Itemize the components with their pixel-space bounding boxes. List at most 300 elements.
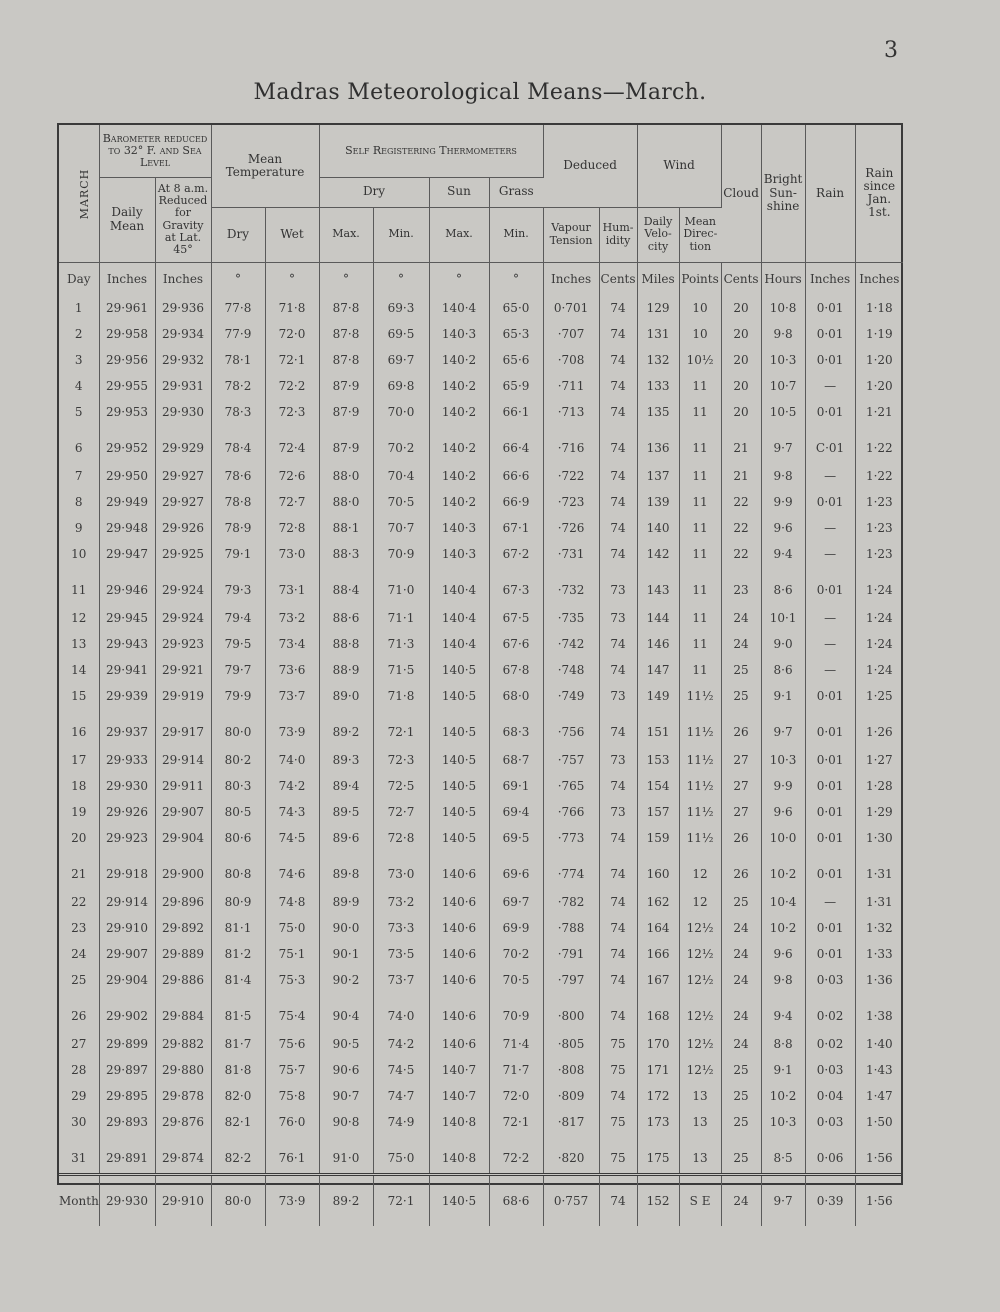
value-cell: ·726 <box>543 515 599 541</box>
day-cell: 6 <box>59 425 99 463</box>
value-cell: 13 <box>679 1109 721 1135</box>
value-cell: 71·8 <box>373 683 429 709</box>
value-cell: 29·931 <box>155 373 211 399</box>
value-cell: 29·930 <box>155 399 211 425</box>
value-cell: 75 <box>599 1109 637 1135</box>
value-cell: 132 <box>637 347 679 373</box>
value-cell: 73 <box>599 799 637 825</box>
value-cell: 140·6 <box>429 915 489 941</box>
value-cell: 88·1 <box>319 515 373 541</box>
value-cell: 12 <box>679 851 721 889</box>
value-cell: 29·924 <box>155 567 211 605</box>
value-cell: 75·7 <box>265 1057 319 1083</box>
value-cell: 29·926 <box>99 799 155 825</box>
value-cell: 67·2 <box>489 541 543 567</box>
value-cell: 74 <box>599 463 637 489</box>
value-cell: 74 <box>599 373 637 399</box>
value-cell: 73·6 <box>265 657 319 683</box>
value-cell: 8·6 <box>761 567 805 605</box>
value-cell: 11 <box>679 657 721 683</box>
value-cell: 25 <box>721 1083 761 1109</box>
table-row <box>59 347 903 373</box>
value-cell: 89·4 <box>319 773 373 799</box>
value-cell: Inches <box>155 262 211 295</box>
value-cell: 79·1 <box>211 541 265 567</box>
day-cell: 23 <box>59 915 99 941</box>
value-cell: ·711 <box>543 373 599 399</box>
value-cell: 73·0 <box>373 851 429 889</box>
value-cell: 24 <box>721 1174 761 1226</box>
value-cell: ·707 <box>543 321 599 347</box>
day-cell: 19 <box>59 799 99 825</box>
value-cell: 67·5 <box>489 605 543 631</box>
value-cell: 81·4 <box>211 967 265 993</box>
value-cell: 77·9 <box>211 321 265 347</box>
value-cell: 81·2 <box>211 941 265 967</box>
table-row <box>59 605 903 631</box>
value-cell: 89·2 <box>319 709 373 747</box>
value-cell: 79·5 <box>211 631 265 657</box>
value-cell: ° <box>429 262 489 295</box>
value-cell: 75·0 <box>373 1135 429 1175</box>
value-cell: 159 <box>637 825 679 851</box>
table-row <box>59 941 903 967</box>
value-cell: 72·8 <box>373 825 429 851</box>
table-row <box>59 399 903 425</box>
value-cell: 68·0 <box>489 683 543 709</box>
value-cell: 0·04 <box>805 1083 855 1109</box>
value-cell: 73·7 <box>265 683 319 709</box>
value-cell: 69·7 <box>489 889 543 915</box>
value-cell: 23 <box>721 567 761 605</box>
value-cell: 69·3 <box>373 295 429 321</box>
value-cell: 82·0 <box>211 1083 265 1109</box>
value-cell: 10·2 <box>761 915 805 941</box>
value-cell: 29·895 <box>99 1083 155 1109</box>
value-cell: 29·923 <box>99 825 155 851</box>
value-cell: 29·904 <box>155 825 211 851</box>
value-cell: 74·9 <box>373 1109 429 1135</box>
table-body <box>59 262 903 1226</box>
value-cell: 11½ <box>679 683 721 709</box>
value-cell: 74·0 <box>265 747 319 773</box>
table-row <box>59 799 903 825</box>
value-cell: 80·5 <box>211 799 265 825</box>
value-cell: 9·8 <box>761 321 805 347</box>
value-cell: 10·3 <box>761 747 805 773</box>
value-cell: Cents <box>599 262 637 295</box>
value-cell: 74 <box>599 631 637 657</box>
table-row <box>59 747 903 773</box>
value-cell: 140·7 <box>429 1083 489 1109</box>
value-cell: 0·03 <box>805 1057 855 1083</box>
value-cell: 9·7 <box>761 709 805 747</box>
header-self-registering: Self Registering Thermometers <box>319 125 543 177</box>
value-cell: 1·24 <box>865 582 893 597</box>
value-cell: 29·925 <box>155 541 211 567</box>
value-cell: 29·923 <box>155 631 211 657</box>
value-cell: 1·23 <box>865 494 893 509</box>
value-cell: 26 <box>721 825 761 851</box>
header-grass: Grass <box>489 177 543 207</box>
value-cell: 1·56 <box>865 1150 893 1165</box>
value-cell: 170 <box>637 1031 679 1057</box>
value-cell: 12 <box>679 889 721 915</box>
table-row <box>59 1057 903 1083</box>
value-cell: 89·6 <box>319 825 373 851</box>
value-cell: 29·897 <box>99 1057 155 1083</box>
value-cell: 29·919 <box>155 683 211 709</box>
value-cell: 69·1 <box>489 773 543 799</box>
value-cell: — <box>805 515 855 541</box>
value-cell: 1·24 <box>865 610 893 625</box>
value-cell: 75·6 <box>265 1031 319 1057</box>
value-cell: 88·6 <box>319 605 373 631</box>
page-title: Madras Meteorological Means—March. <box>253 80 707 105</box>
header-wet: Wet <box>265 207 319 262</box>
value-cell: 88·9 <box>319 657 373 683</box>
value-cell: 140·5 <box>429 825 489 851</box>
value-cell: 29·902 <box>99 993 155 1031</box>
value-cell: 12½ <box>679 1057 721 1083</box>
value-cell: Inches <box>543 262 599 295</box>
value-cell: 140·3 <box>429 515 489 541</box>
value-cell: 8·5 <box>761 1135 805 1175</box>
value-cell: 71·8 <box>265 295 319 321</box>
value-cell: 11 <box>679 541 721 567</box>
value-cell: 11 <box>679 605 721 631</box>
value-cell: 0·01 <box>805 773 855 799</box>
value-cell: 147 <box>637 657 679 683</box>
value-cell: 71·0 <box>373 567 429 605</box>
value-cell: 74·5 <box>265 825 319 851</box>
value-cell: 9·9 <box>761 489 805 515</box>
value-cell: 24 <box>721 631 761 657</box>
value-cell: 73·3 <box>373 915 429 941</box>
value-cell: 10·3 <box>761 1109 805 1135</box>
value-cell: 0·01 <box>805 347 855 373</box>
value-cell: 69·5 <box>373 321 429 347</box>
value-cell: 140·5 <box>429 709 489 747</box>
header-vapour-tension: Vapour Tension <box>543 207 599 262</box>
value-cell: 72·3 <box>373 747 429 773</box>
value-cell: 29·947 <box>99 541 155 567</box>
value-cell: 10·0 <box>761 825 805 851</box>
value-cell: 80·8 <box>211 851 265 889</box>
value-cell: 29·917 <box>155 709 211 747</box>
day-cell: 12 <box>59 605 99 631</box>
value-cell: 78·2 <box>211 373 265 399</box>
value-cell: 75·3 <box>265 967 319 993</box>
value-cell: 89·3 <box>319 747 373 773</box>
value-cell: 167 <box>637 967 679 993</box>
value-cell: 73·2 <box>265 605 319 631</box>
value-cell: 11 <box>679 567 721 605</box>
value-cell: 140·6 <box>429 941 489 967</box>
value-cell: 1·50 <box>865 1114 893 1129</box>
value-cell: 74 <box>599 489 637 515</box>
value-cell: 74 <box>599 347 637 373</box>
value-cell: 1·30 <box>865 830 893 845</box>
header-march: MARCH <box>59 125 99 262</box>
value-cell: 11 <box>679 489 721 515</box>
value-cell: 74·3 <box>265 799 319 825</box>
value-cell: 90·4 <box>319 993 373 1031</box>
value-cell: 164 <box>637 915 679 941</box>
table-row <box>59 541 903 567</box>
month-total-row <box>59 1174 903 1226</box>
table-row <box>59 463 903 489</box>
header-daily-mean: Daily Mean <box>99 177 155 262</box>
value-cell: 29·910 <box>99 915 155 941</box>
value-cell: 140·5 <box>429 799 489 825</box>
value-cell: 66·4 <box>489 425 543 463</box>
value-cell: 29·946 <box>99 567 155 605</box>
day-cell: 27 <box>59 1031 99 1057</box>
value-cell: 29·892 <box>155 915 211 941</box>
value-cell: 26 <box>721 851 761 889</box>
value-cell: 29·910 <box>155 1174 211 1226</box>
day-cell: 25 <box>59 967 99 993</box>
value-cell: 1·56 <box>855 1174 903 1226</box>
table-row <box>59 889 903 915</box>
value-cell: 73·1 <box>265 567 319 605</box>
table-row <box>59 709 903 747</box>
value-cell: 12½ <box>679 915 721 941</box>
value-cell: 29·955 <box>99 373 155 399</box>
value-cell: 0·01 <box>805 747 855 773</box>
value-cell: 10·8 <box>761 295 805 321</box>
value-cell: 81·5 <box>211 993 265 1031</box>
value-cell: 74 <box>599 541 637 567</box>
value-cell: 87·8 <box>319 321 373 347</box>
value-cell: — <box>805 657 855 683</box>
day-cell: 16 <box>59 709 99 747</box>
value-cell: 24 <box>721 1031 761 1057</box>
value-cell: — <box>805 889 855 915</box>
value-cell: ·713 <box>543 399 599 425</box>
value-cell: 24 <box>721 993 761 1031</box>
value-cell: 82·2 <box>211 1135 265 1175</box>
value-cell: 74 <box>599 967 637 993</box>
value-cell: 0·01 <box>805 321 855 347</box>
value-cell: 11½ <box>679 773 721 799</box>
day-cell: Month <box>59 1174 99 1226</box>
value-cell: 1·38 <box>865 1008 893 1023</box>
value-cell: 74 <box>599 399 637 425</box>
value-cell: 12½ <box>679 1031 721 1057</box>
value-cell: 74 <box>599 941 637 967</box>
value-cell: 65·6 <box>489 347 543 373</box>
value-cell: 70·4 <box>373 463 429 489</box>
value-cell: ·773 <box>543 825 599 851</box>
value-cell: 29·884 <box>155 993 211 1031</box>
day-cell: 11 <box>59 567 99 605</box>
header-mean-temperature: Mean Temperature <box>211 125 319 207</box>
value-cell: 160 <box>637 851 679 889</box>
table-row <box>59 915 903 941</box>
value-cell: ·805 <box>543 1031 599 1057</box>
value-cell: 29·882 <box>155 1031 211 1057</box>
value-cell: 75·0 <box>265 915 319 941</box>
day-cell: 2 <box>59 321 99 347</box>
value-cell: 66·9 <box>489 489 543 515</box>
value-cell: 74 <box>599 915 637 941</box>
value-cell: 67·6 <box>489 631 543 657</box>
value-cell: 79·9 <box>211 683 265 709</box>
value-cell: 79·4 <box>211 605 265 631</box>
value-cell: 29·914 <box>99 889 155 915</box>
value-cell: 78·9 <box>211 515 265 541</box>
day-cell: 30 <box>59 1109 99 1135</box>
value-cell: 1·21 <box>865 404 893 419</box>
value-cell: — <box>805 373 855 399</box>
value-cell: ·817 <box>543 1109 599 1135</box>
value-cell: 79·7 <box>211 657 265 683</box>
value-cell: 87·9 <box>319 399 373 425</box>
value-cell: 73·4 <box>265 631 319 657</box>
value-cell: 146 <box>637 631 679 657</box>
value-cell: 10·1 <box>761 605 805 631</box>
value-cell: 74·6 <box>265 851 319 889</box>
day-cell: 10 <box>59 541 99 567</box>
value-cell: 9·8 <box>761 463 805 489</box>
value-cell: 65·0 <box>489 295 543 321</box>
value-cell: 74 <box>599 657 637 683</box>
value-cell: 72·0 <box>489 1083 543 1109</box>
value-cell: 76·0 <box>265 1109 319 1135</box>
day-cell: 5 <box>59 399 99 425</box>
day-cell: 18 <box>59 773 99 799</box>
value-cell: 154 <box>637 773 679 799</box>
value-cell: 25 <box>721 1109 761 1135</box>
value-cell: 88·0 <box>319 489 373 515</box>
value-cell: 168 <box>637 993 679 1031</box>
value-cell: 29·937 <box>99 709 155 747</box>
value-cell: 140·2 <box>429 425 489 463</box>
header-max: Max. <box>319 207 373 262</box>
day-cell: 20 <box>59 825 99 851</box>
value-cell: 65·9 <box>489 373 543 399</box>
table-row <box>59 295 903 321</box>
value-cell: 81·7 <box>211 1031 265 1057</box>
value-cell: ·732 <box>543 567 599 605</box>
value-cell: 29·948 <box>99 515 155 541</box>
value-cell: 0·701 <box>543 295 599 321</box>
value-cell: 29·896 <box>155 889 211 915</box>
value-cell: 1·25 <box>865 688 893 703</box>
value-cell: ·708 <box>543 347 599 373</box>
value-cell: 140·6 <box>429 993 489 1031</box>
value-cell: 29·907 <box>99 941 155 967</box>
day-cell: Day <box>59 262 99 295</box>
value-cell: 29·918 <box>99 851 155 889</box>
value-cell: 71·1 <box>373 605 429 631</box>
value-cell: 29·914 <box>155 747 211 773</box>
value-cell: 140·5 <box>429 773 489 799</box>
value-cell: 74·5 <box>373 1057 429 1083</box>
value-cell: 71·5 <box>373 657 429 683</box>
value-cell: 72·3 <box>265 399 319 425</box>
value-cell: 75 <box>599 1135 637 1175</box>
value-cell: 152 <box>637 1174 679 1226</box>
value-cell: 24 <box>721 915 761 941</box>
value-cell: — <box>805 605 855 631</box>
value-cell: 25 <box>721 1135 761 1175</box>
value-cell: 73·2 <box>373 889 429 915</box>
value-cell: 11 <box>679 515 721 541</box>
value-cell: 1·22 <box>865 468 893 483</box>
day-cell: 13 <box>59 631 99 657</box>
value-cell: ·809 <box>543 1083 599 1109</box>
value-cell: 140·6 <box>429 1031 489 1057</box>
table-row <box>59 515 903 541</box>
value-cell: 68·7 <box>489 747 543 773</box>
table-row <box>59 1135 903 1175</box>
value-cell: 1·43 <box>865 1062 893 1077</box>
day-cell: 4 <box>59 373 99 399</box>
value-cell: 72·2 <box>489 1135 543 1175</box>
value-cell: 25 <box>721 889 761 915</box>
value-cell: 10·3 <box>761 347 805 373</box>
value-cell: 142 <box>637 541 679 567</box>
value-cell: 69·7 <box>373 347 429 373</box>
value-cell: 10·5 <box>761 399 805 425</box>
value-cell: 9·4 <box>761 541 805 567</box>
value-cell: 70·2 <box>489 941 543 967</box>
value-cell: 74·2 <box>265 773 319 799</box>
value-cell: 1·31 <box>865 894 893 909</box>
value-cell: 172 <box>637 1083 679 1109</box>
value-cell: 12½ <box>679 967 721 993</box>
value-cell: 74 <box>599 851 637 889</box>
header-rain-since: Rain since Jan. 1st. <box>855 125 903 262</box>
value-cell: 22 <box>721 541 761 567</box>
value-cell: 13 <box>679 1083 721 1109</box>
header-wind: Wind <box>637 125 721 207</box>
value-cell: 81·1 <box>211 915 265 941</box>
value-cell: 0·01 <box>805 295 855 321</box>
value-cell: 29·880 <box>155 1057 211 1083</box>
value-cell: 11 <box>679 631 721 657</box>
value-cell: 29·949 <box>99 489 155 515</box>
value-cell: 70·2 <box>373 425 429 463</box>
value-cell: 0·01 <box>805 489 855 515</box>
value-cell: 11 <box>679 373 721 399</box>
value-cell: 80·0 <box>211 1174 265 1226</box>
value-cell: 90·2 <box>319 967 373 993</box>
value-cell: 140·4 <box>429 295 489 321</box>
value-cell: 70·5 <box>489 967 543 993</box>
value-cell: 75·1 <box>265 941 319 967</box>
value-cell: 27 <box>721 747 761 773</box>
value-cell: ·820 <box>543 1135 599 1175</box>
value-cell: 1·20 <box>865 378 893 393</box>
value-cell: 0·06 <box>805 1135 855 1175</box>
value-cell: 140·2 <box>429 399 489 425</box>
value-cell: 73·9 <box>265 1174 319 1226</box>
value-cell: 29·932 <box>155 347 211 373</box>
value-cell: 0·03 <box>805 967 855 993</box>
value-cell: 67·1 <box>489 515 543 541</box>
value-cell: 29·930 <box>99 773 155 799</box>
value-cell: 76·1 <box>265 1135 319 1175</box>
day-cell: 17 <box>59 747 99 773</box>
page-number: 3 <box>884 38 898 63</box>
value-cell: 0·01 <box>805 941 855 967</box>
value-cell: 72·8 <box>265 515 319 541</box>
table-row <box>59 373 903 399</box>
